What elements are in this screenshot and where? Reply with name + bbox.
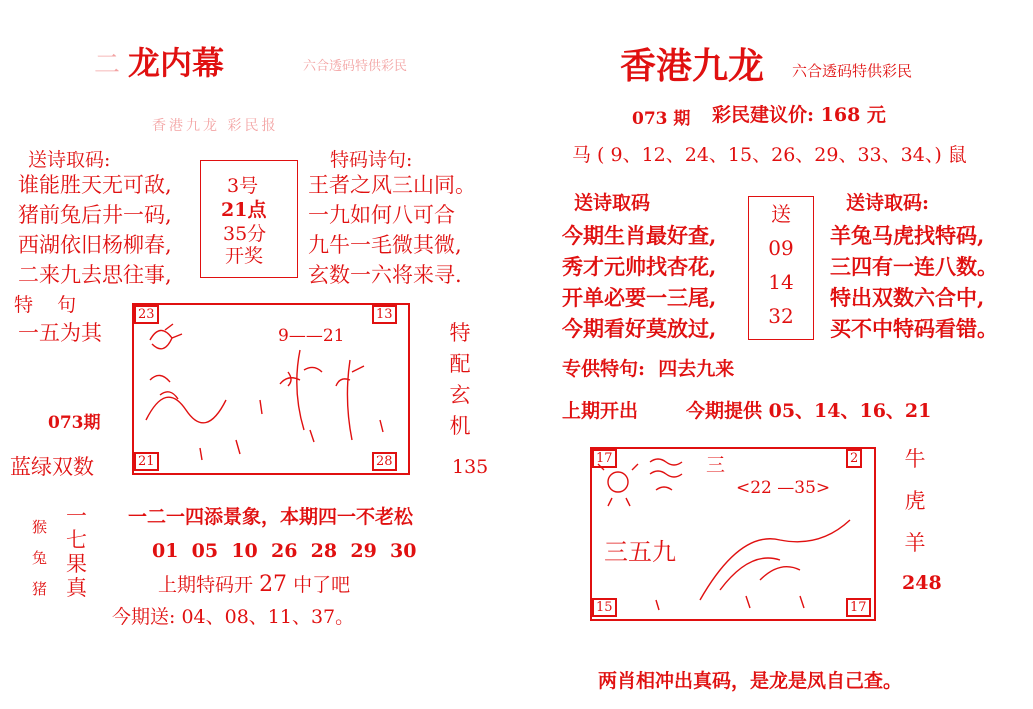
draw-hour: 21点 xyxy=(221,199,267,221)
special-phrase-label: 特 句 xyxy=(14,294,77,316)
poem-line: 猪前兔后井一码, xyxy=(18,203,172,227)
side-word: 果 xyxy=(66,552,87,576)
poem-line: 秀才元帅找杏花, xyxy=(562,254,717,279)
special-line: 九牛一毛微其微, xyxy=(308,233,462,257)
right-footer: 两肖相冲出真码，是龙是凤自己查。 xyxy=(598,670,903,692)
sketch-three: 三 xyxy=(706,454,726,476)
left-issue: 073期 xyxy=(48,413,101,433)
last-result-number: 27 xyxy=(259,572,288,597)
poem-header: 送诗取码: xyxy=(28,149,111,171)
sketch-number-range: <22 —35> xyxy=(736,478,831,498)
colors-text: 蓝绿双数 xyxy=(10,455,94,479)
left-headline: 一二一四添景象，本期四一不老松 xyxy=(128,506,414,528)
draw-open: 开奖 xyxy=(225,245,264,267)
vertical-char: 特 xyxy=(449,321,471,345)
right-vertical-column xyxy=(900,438,930,564)
left-header-note: 六合透码特供彩民 xyxy=(303,59,408,74)
price-text: 彩民建议价: 168 元 xyxy=(712,104,886,126)
vertical-char: 虎 xyxy=(904,489,926,513)
title-prefix-mark: 二 xyxy=(94,50,121,80)
sketch-corner-bl: 15 xyxy=(592,598,617,617)
code-248: 248 xyxy=(902,572,942,594)
poem-header-right: 送诗取码: xyxy=(846,192,930,214)
draw-number: 3号 xyxy=(227,175,259,197)
right-title-note: 六合透码特供彩民 xyxy=(792,62,913,80)
last-open-label: 上期开出 xyxy=(562,400,639,422)
sketch-corner-br: 17 xyxy=(846,598,871,617)
code-135: 135 xyxy=(452,456,489,478)
vertical-char: 机 xyxy=(449,414,471,438)
special-line: 王者之风三山同。 xyxy=(308,173,476,197)
poem-line: 今期生肖最好查, xyxy=(562,223,717,248)
sketch-corner-bl: 21 xyxy=(134,452,159,471)
left-title: 龙内幕 xyxy=(128,44,225,82)
special-line: 一九如何八可合 xyxy=(308,203,455,227)
vertical-char: 羊 xyxy=(904,531,926,555)
poem-line: 羊兔马虎找特码, xyxy=(830,223,985,248)
sketch-corner-tl: 23 xyxy=(134,305,159,324)
last-result-text-a: 上期特码开 xyxy=(158,574,254,596)
left-subheader: 香港九龙 彩民报 xyxy=(152,118,279,134)
left-numbers: 01 05 10 26 28 29 30 xyxy=(152,540,417,562)
zodiac-item: 猴 xyxy=(32,518,48,536)
draw-minute: 35分 xyxy=(223,223,267,245)
poem-line: 二来九去思往事, xyxy=(18,263,172,287)
right-title: 香港九龙 xyxy=(620,45,765,87)
special-header: 特码诗句: xyxy=(330,149,413,171)
poem-line: 西湖依旧杨柳春, xyxy=(18,233,172,257)
vertical-char: 配 xyxy=(449,352,471,376)
sketch-corner-tr: 2 xyxy=(846,449,862,468)
send-number: 32 xyxy=(768,304,794,328)
poem-line: 三四有一连八数。 xyxy=(830,254,998,279)
horse-line: 马 ( 9、12、24、15、26、29、33、34、) 鼠 xyxy=(572,144,967,166)
vertical-char: 牛 xyxy=(904,447,926,471)
special-line: 玄数一六将来寻. xyxy=(308,263,462,287)
offer-numbers: 今期提供 05、14、16、21 xyxy=(686,400,932,422)
sketch-corner-br: 28 xyxy=(372,452,397,471)
poem-header-left: 送诗取码 xyxy=(574,192,651,214)
wuwei-text: 一五为其 xyxy=(18,321,102,345)
sketch-corner-tr: 13 xyxy=(372,305,397,324)
poem-line: 开单必要一三尾, xyxy=(562,285,717,310)
send-number: 09 xyxy=(768,236,794,260)
side-word: 七 xyxy=(66,528,87,552)
zodiac-item: 兔 xyxy=(32,549,48,567)
last-result-text-b: 中了吧 xyxy=(293,574,351,596)
special-phrase: 专供特句: 四去九来 xyxy=(562,358,735,380)
sketch-number-range: 9——21 xyxy=(278,326,345,346)
send-label: 送 xyxy=(771,202,791,226)
vertical-char: 玄 xyxy=(449,383,471,407)
poem-line: 特出双数六合中, xyxy=(830,285,985,310)
send-number: 14 xyxy=(768,270,794,294)
side-word: 一 xyxy=(66,504,87,528)
zodiac-item: 猪 xyxy=(32,580,48,598)
sketch-corner-tl: 17 xyxy=(592,449,617,468)
right-issue: 073 期 xyxy=(632,109,691,129)
sketch-chars: 三五九 xyxy=(604,538,676,566)
poem-line: 买不中特码看错。 xyxy=(830,316,998,341)
poem-line: 谁能胜天无可敌, xyxy=(18,173,172,197)
side-word: 真 xyxy=(66,576,87,600)
poem-line: 今期看好莫放过, xyxy=(562,316,717,341)
today-offer: 今期送: 04、08、11、37。 xyxy=(112,606,355,628)
